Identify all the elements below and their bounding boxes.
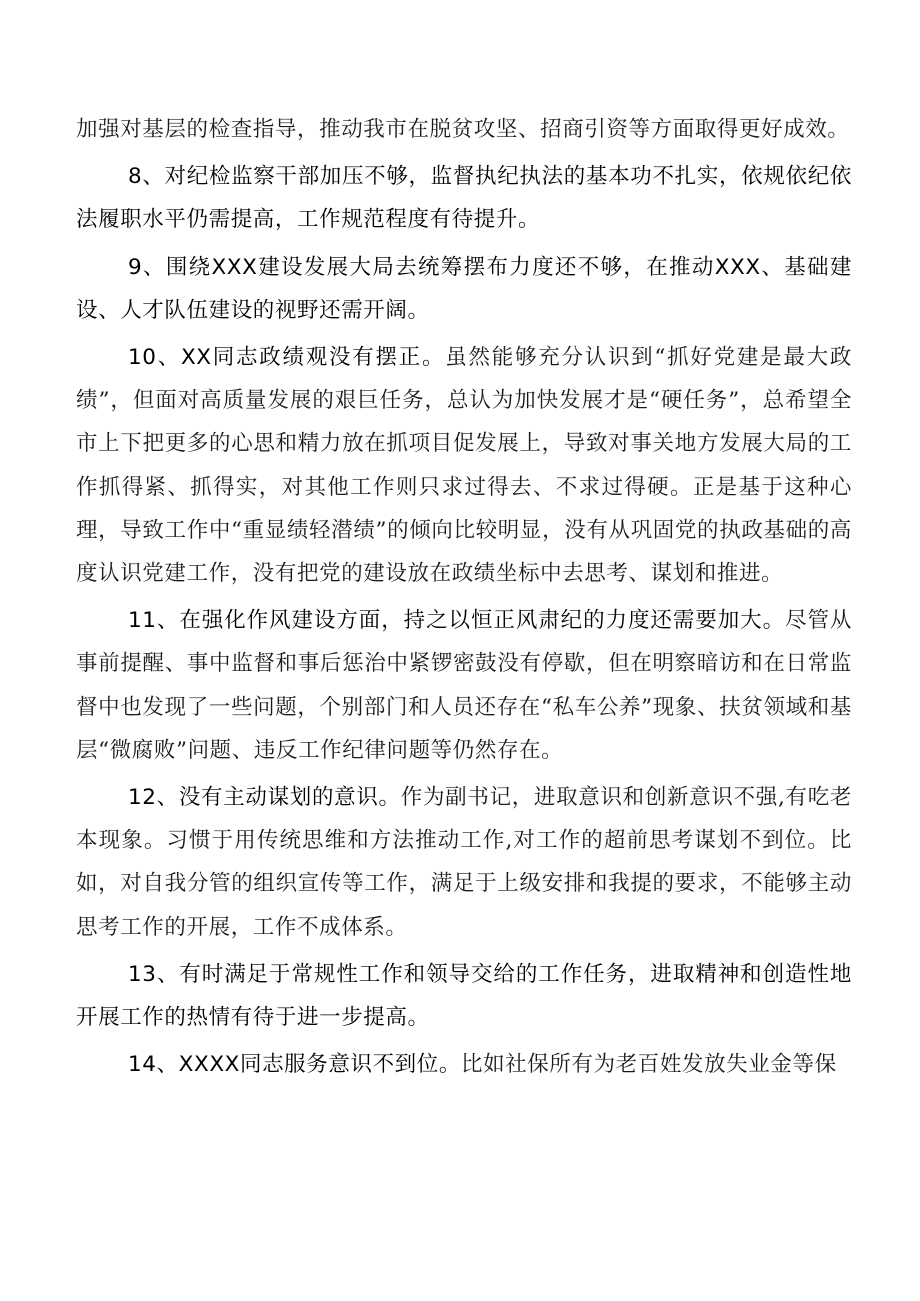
paragraph-body: 虽然能够充分认识到“抓好党建是最大政绩”，但面对高质量发展的艰巨任务，总认为加快发展才是“硬任务”，总希望全市上下把更多的心思和精力放在抓项目促发展上，导致对事关地方发展大局的工作抓得紧、抓得实，对其他工作则只求过得去、不求过得硬。正是基于这种心理，导致工作中“重显绩轻潜绩”的倾向比较明显，没有从巩固党的执政基础的高度认识党建工作，没有把党的建设放在政绩坐标中去思考、谋划和推进。 [76, 345, 852, 587]
paragraph-body: 加强对基层的检查指导，推动我市在脱贫攻坚、招商引资等方面取得更好成效。 [76, 117, 850, 142]
paragraph-item-13 [76, 953, 852, 1039]
document-page [76, 108, 852, 1090]
paragraph-lead: 10、XX同志政绩观没有摆正。 [128, 345, 446, 371]
paragraph-item-10 [76, 336, 852, 595]
paragraph-lead: 11、在强化作风建设方面，持之以恒正风肃纪的力度还需要加大。 [128, 608, 786, 634]
paragraph-body: 尽管从事前提醒、事中监督和事后惩治中紧锣密鼓没有停歇，但在明察暗访和在日常监督中也发现了一些问题，个别部门和人员还存在“私车公养”现象、扶贫领域和基层“微腐败”问题、违反工作纪律问题等仍然存在。 [76, 608, 852, 763]
paragraph-item-14 [76, 1043, 852, 1086]
paragraph-lead: 13、有时满足于常规性工作和领导交给的工作任务，进取精神和创造性地开展工作的热情有待于进一步提高。 [76, 961, 852, 1031]
paragraph-item-9 [76, 246, 852, 332]
paragraph-lead: 14、XXXX同志服务意识不到位。 [128, 1052, 461, 1078]
paragraph-item-12 [76, 776, 852, 949]
paragraph-body: 作为副书记，进取意识和创新意识不强,有吃老本现象。习惯于用传统思维和方法推动工作,对工作的超前思考谋划不到位。比如，对自我分管的组织宣传等工作，满足于上级安排和我提的要求，不能够主动思考工作的开展，工作不成体系。 [76, 785, 852, 940]
paragraph-item-11 [76, 599, 852, 772]
paragraph-lead: 12、没有主动谋划的意识。 [128, 785, 401, 811]
paragraph-lead: 9、围绕XXX建设发展大局去统筹摆布力度还不够，在推动XXX、基础建设、人才队伍建设的视野还需开阔。 [76, 254, 852, 323]
paragraph-item-8 [76, 155, 852, 241]
paragraph-body: 比如社保所有为老百姓发放失业金等保 [460, 1052, 837, 1078]
paragraph-lead: 8、对纪检监察干部加压不够，监督执纪执法的基本功不扎实，依规依纪依法履职水平仍需提高，工作规范程度有待提升。 [76, 164, 852, 233]
paragraph-continuation [76, 108, 852, 151]
